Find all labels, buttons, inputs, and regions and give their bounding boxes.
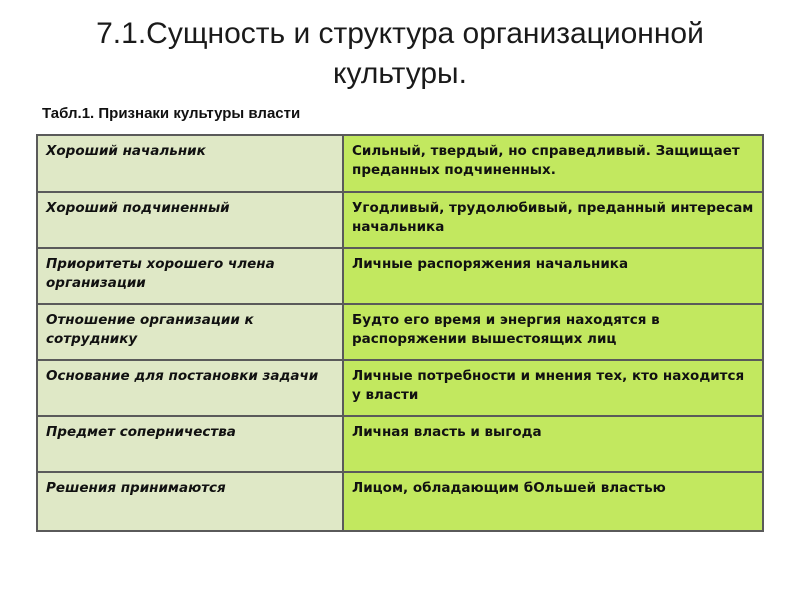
row-label: Хороший подчиненный [37,192,343,248]
table-row [37,248,763,304]
row-label: Хороший начальник [37,135,343,192]
row-value: Сильный, твердый, но справедливый. Защищает преданных подчиненных. [343,135,763,192]
table-row [37,304,763,360]
table-row [37,192,763,248]
table-row [37,472,763,531]
table-row [37,135,763,192]
power-culture-table [36,134,764,532]
table-row [37,360,763,416]
row-value: Личные распоряжения начальника [343,248,763,304]
table-caption: Табл.1. Признаки культуры власти [42,105,301,122]
row-label: Приоритеты хорошего члена организации [37,248,343,304]
row-value: Будто его время и энергия находятся в распоряжении вышестоящих лиц [343,304,763,360]
row-label: Отношение организации к сотруднику [37,304,343,360]
table-row [37,416,763,472]
slide-title: 7.1.Сущность и структура организационной культуры. [96,17,704,90]
row-value: Лицом, обладающим бОльшей властью [343,472,763,531]
row-label: Решения принимаются [37,472,343,531]
row-value: Личные потребности и мнения тех, кто находится у власти [343,360,763,416]
row-label: Основание для постановки задачи [37,360,343,416]
row-value: Личная власть и выгода [343,416,763,472]
row-label: Предмет соперничества [37,416,343,472]
row-value: Угодливый, трудолюбивый, преданный интересам начальника [343,192,763,248]
